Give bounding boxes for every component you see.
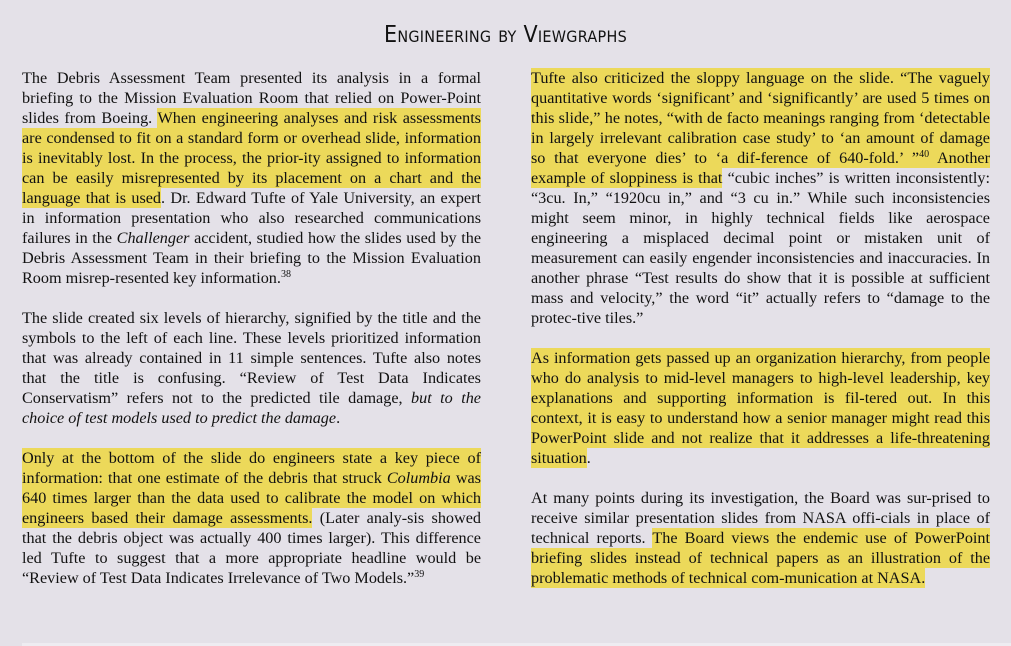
footnote-marker: 39: [414, 569, 425, 580]
footnote-marker: 40: [919, 149, 930, 160]
highlighted-text: The Board views the endemic use of PowerPoint briefing slides instead of technical papers as an illustration of the problematic methods of technical com-munication at NASA.: [531, 529, 990, 587]
text-run: The slide created six levels of hierarchy, signified by the title and the symbols to the left of each line. These levels prioritized information that was already contained in 11 simple sentences. Tufte also notes that the title is confusing. “Review of Test Data Indicates Conservatism” refers not to the predicted tile damage,: [22, 309, 481, 407]
italic-text: but to the choice of test models used to predict the damage: [22, 389, 481, 427]
paragraph-sloppy-language: [531, 68, 990, 328]
text-run: was 640 times larger than the data used to calibrate the model on which engineers based their damage assessments.: [22, 469, 481, 527]
text-run: Tufte also criticized the sloppy language on the slide. “The vaguely quantitative words ‘significant’ and ‘significantly’ are used 5 times on this slide,” he notes, “with de facto meanings ranging from ‘detectable in largely irrelevant calibration case study’ to ‘an amount of damage so that everyone dies’ to ‘a dif-ference of 640-fold.’ ”: [531, 69, 990, 167]
text-run: . Dr. Edward Tufte of Yale University, an expert in information presentation who also researched communications failures in the: [22, 189, 481, 247]
text-run: The Debris Assessment Team presented its analysis in a formal briefing to the Mission Evaluation Room that relied on Power-Point slides from Boeing.: [22, 69, 481, 127]
text-run: .: [586, 449, 591, 467]
text-run: .: [336, 409, 341, 427]
left-column: [22, 68, 481, 608]
right-column: [531, 68, 990, 608]
paragraph-debris-assessment: [22, 68, 481, 288]
paragraph-slide-hierarchy: [22, 308, 481, 428]
text-run: accident, studied how the slides used by the Debris Assessment Team in their briefing to the Mission Evaluation Room misrep-resented key information.: [22, 229, 481, 287]
highlighted-text: When engineering analyses and risk assessments are condensed to fit on a standard form or overhead slide, information is inevitably lost. In the process, the prior-ity assigned to information can be easily misrepresented by its placement on a chart and the language that is used: [22, 109, 481, 207]
text-run: “cubic inches” is written inconsistently: “3cu. In,” “1920cu in,” and “3 cu in.” While such inconsistencies might seem minor, in highly technical fields like aerospace engineering a misplaced decimal point or mistaken unit of measurement can easily engender inconsistencies and inaccuracies. In another phrase “Test results do show that it is possible at sufficient mass and velocity,” the word “it” actually refers to “damage to the protec-tive tiles.”: [531, 169, 990, 327]
italic-text: Columbia: [386, 469, 451, 487]
text-run: (Later analy-sis showed that the debris object was actually 400 times larger). This difference led Tufte to suggest that a more appropriate headline would be “Review of Test Data Indicates Irrelevance of Two Models.”: [22, 509, 481, 587]
italic-text: Challenger: [116, 229, 190, 247]
text-run: At many points during its investigation, the Board was sur-prised to receive similar presentation slides from NASA offi-cials in place of technical reports.: [531, 489, 990, 547]
text-run: Another example of sloppiness is that: [531, 149, 990, 187]
text-run: Only at the bottom of the slide do engineers state a key piece of information: that one estimate of the debris that struck: [22, 449, 481, 487]
page-title: Engineering by Viewgraphs: [383, 22, 628, 48]
paragraph-board-views: [531, 488, 990, 588]
paragraph-bottom-of-slide: [22, 448, 481, 588]
highlighted-text: As information gets passed up an organization hierarchy, from people who do analysis to mid-level managers to high-level leadership, key explanations and supporting information is fil-tered out. In this context, it is easy to understand how a senior manager might read this PowerPoint slide and not realize that it addresses a life-threatening situation: [531, 349, 990, 467]
footnote-marker: 38: [280, 269, 291, 280]
paragraph-organization-hierarchy: [531, 348, 990, 468]
